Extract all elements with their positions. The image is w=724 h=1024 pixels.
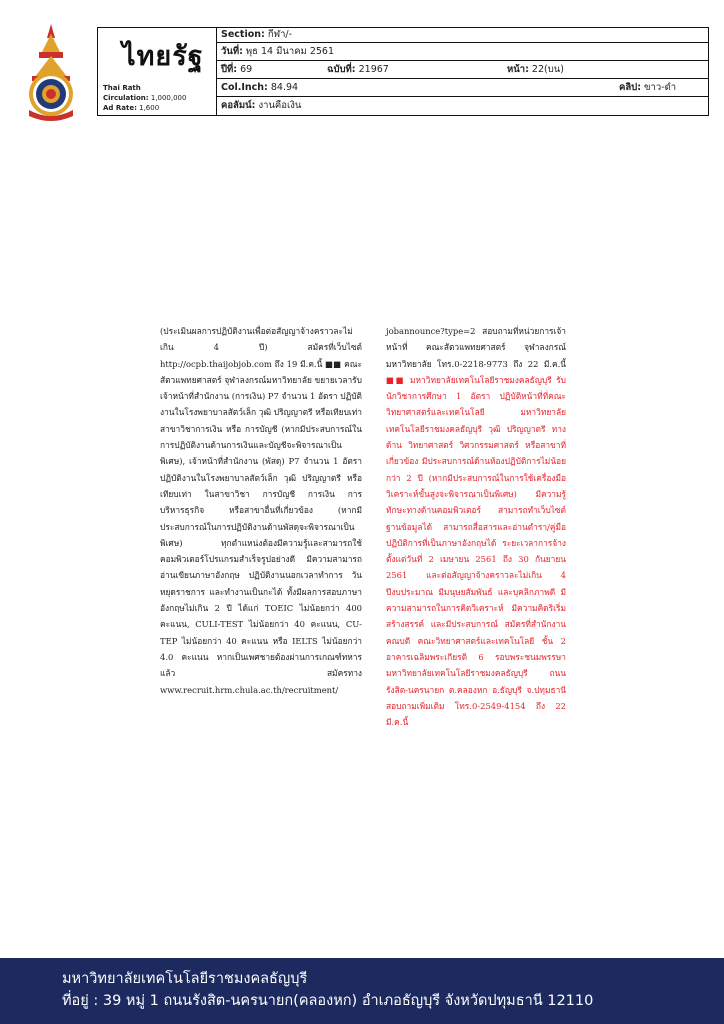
footer-address: ที่อยู่ : 39 หมู่ 1 ถนนรังสิต-นครนายก(คลองหก) อำเภอธัญบุรี จังหวัดปทุมธานี 12110: [62, 993, 594, 1009]
clip-label: คลิป:: [619, 82, 642, 93]
ad-rate-label: Ad Rate:: [103, 104, 137, 112]
publication-box: [98, 28, 217, 115]
circulation-value: 1,000,000: [150, 94, 187, 102]
ad-rate-value: 1,600: [139, 104, 160, 112]
newspaper-logo: ไทยรัฐ: [122, 41, 204, 72]
date-row: [217, 43, 708, 61]
issue-value: 21967: [358, 64, 389, 75]
article-highlight-rmutt: ■■ มหาวิทยาลัยเทคโนโลยีราชมงคลธัญบุรี รับ นักวิชาการศึกษา 1 อัตรา ปฏิบัติหน้าที่ที่คณะวิทยาศาสตร์และเทคโนโลยี มหาวิทยาลัยเทคโนโลยีราชมงคลธัญบุรี วุฒิ ปริญญาตรี ทางด้าน วิทยาศาสตร์ วิศวกรรมศาสตร์ หรือสาขาที่เกี่ยวข้อง มีประสบการณ์ด้านห้องปฏิบัติการไม่น้อยกว่า 2 ปี (หากมีประสบการณ์ในการใช้เครื่องมือวิเคราะห์ขั้นสูงจะพิจารณาเป็นพิเศษ) มีความรู้ทักษะทางด้านคอมพิวเตอร์ สามารถทำเว็บไซต์ฐานข้อมูลได้ สามารถสื่อสารและอ่านตำรา/คู่มือปฏิบัติการที่เป็นภาษาอังกฤษได้ ระยะเวลาการจ้างตั้งแต่วันที่ 2 เมษายน 2561 ถึง 30 กันยายน 2561 และต่อสัญญาจ้างคราวละไม่เกิน 4 ปีงบประมาณ มีมนุษยสัมพันธ์ และบุคลิกภาพดี มีความสามารถในการคิดวิเคราะห์ มีความคิดริเริ่มสร้างสรรค์ และมีประสบการณ์ สมัครที่สำนักงานคณบดี คณะวิทยาศาสตร์และเทคโนโลยี ชั้น 2 อาคารเฉลิมพระเกียรติ 6 รอบพระชนมพรรษา มหาวิทยาลัยเทคโนโลยีราชมงคลธัญบุรี ถนนรังสิต-นครนายก ต.คลองหก อ.ธัญบุรี จ.ปทุมธานี สอบถามเพิ่มเติม โทร.0-2549-4154 ถึง 22 มี.ค.นี้: [386, 374, 566, 728]
ad-rate: [103, 104, 159, 112]
date-label: วันที่:: [221, 46, 243, 57]
section-label: Section:: [221, 29, 265, 40]
university-seal-icon: [20, 22, 82, 122]
year-label: ปีที่:: [221, 64, 238, 75]
date-value: พุธ 14 มีนาคม 2561: [245, 46, 335, 57]
section-value: กีฬา/-: [267, 29, 293, 40]
issue-label: ฉบับที่:: [327, 64, 356, 75]
clipping-header: [97, 27, 709, 116]
circulation-label: Circulation:: [103, 94, 149, 102]
publication-name: Thai Rath: [103, 84, 141, 92]
colinch-row: [217, 79, 708, 97]
colinch-label: Col.Inch:: [221, 82, 268, 93]
footer-university-name: มหาวิทยาลัยเทคโนโลยีราชมงคลธัญบุรี: [62, 971, 308, 987]
page-label: หน้า:: [507, 64, 529, 75]
article-left-column: (ประเมินผลการปฏิบัติงานเพื่อต่อสัญญาจ้างคราวละไม่เกิน 4 ปี) สมัครที่เว็บไซต์ http://ocpb.thaijobjob.com ถึง 19 มี.ค.นี้ ■■ คณะสัตวแพทยศาสตร์ จุฬาลงกรณ์มหาวิทยาลัย ขยายเวลารับ เจ้าหน้าที่สำนักงาน (การเงิน) P7 จำนวน 1 อัตรา ปฏิบัติงานในโรงพยาบาลสัตว์เล็ก วุฒิ ปริญญาตรี หรือเทียบเท่า สาขาวิชาการเงิน หรือ การบัญชี (หากมีประสบการณ์ในการปฏิบัติงานด้านการเงินและบัญชีจะพิจารณาเป็นพิเศษ), เจ้าหน้าที่สำนักงาน (พัสดุ) P7 จำนวน 1 อัตรา ปฏิบัติงานในโรงพยาบาลสัตว์เล็ก วุฒิ ปริญญาตรี หรือเทียบเท่า ในสาขาวิชา การบัญชี การเงิน การบริหารธุรกิจ หรือสาขาอื่นที่เกี่ยวข้อง (หากมีประสบการณ์ในการปฏิบัติงานด้านพัสดุจะพิจารณาเป็นพิเศษ) ทุกตำแหน่งต้องมีความรู้และสามารถใช้คอมพิวเตอร์โปรแกรมสำเร็จรูปอย่างดี มีความสามารถอ่านเขียนภาษาอังกฤษ ปฏิบัติงานนอกเวลาทำการ วันหยุดราชการ และทำงานเป็นกะได้ ทั้งมีผลการสอบภาษาอังกฤษไม่เกิน 2 ปี ได้แก่ TOEIC ไม่น้อยกว่า 400 คะแนน, CULI-TEST ไม่น้อยกว่า 40 คะแนน, CU-TEP ไม่น้อยกว่า 40 คะแนน หรือ IELTS ไม่น้อยกว่า 4.0 คะแนน หากเป็นเพศชายต้องผ่านการเกณฑ์ทหารแล้ว สมัครทาง www.recruit.hrm.chula.ac.th/recruitment/: [160, 326, 362, 695]
article-right-lead: jobannounce?type=2 สอบถามที่หน่วยการเจ้าหน้าที่ คณะสัตวแพทยศาสตร์ จุฬาลงกรณ์มหาวิทยาลัย โทร.0-2218-9773 ถึง 22 มี.ค.นี้: [386, 326, 566, 369]
footer-banner: [0, 958, 724, 1024]
issue-row: [217, 61, 708, 79]
year-value: 69: [240, 64, 253, 75]
circulation: [103, 94, 186, 102]
clip-value: ขาว-ดำ: [644, 82, 677, 93]
article-right-column: [386, 323, 566, 730]
section-row: [217, 28, 708, 43]
column-label: คอลัมน์:: [221, 100, 256, 111]
column-row: [217, 97, 708, 115]
metadata-table: [217, 28, 708, 115]
page-value: 22(บน): [531, 64, 564, 75]
colinch-value: 84.94: [270, 82, 299, 93]
column-value: งานคือเงิน: [258, 100, 302, 111]
